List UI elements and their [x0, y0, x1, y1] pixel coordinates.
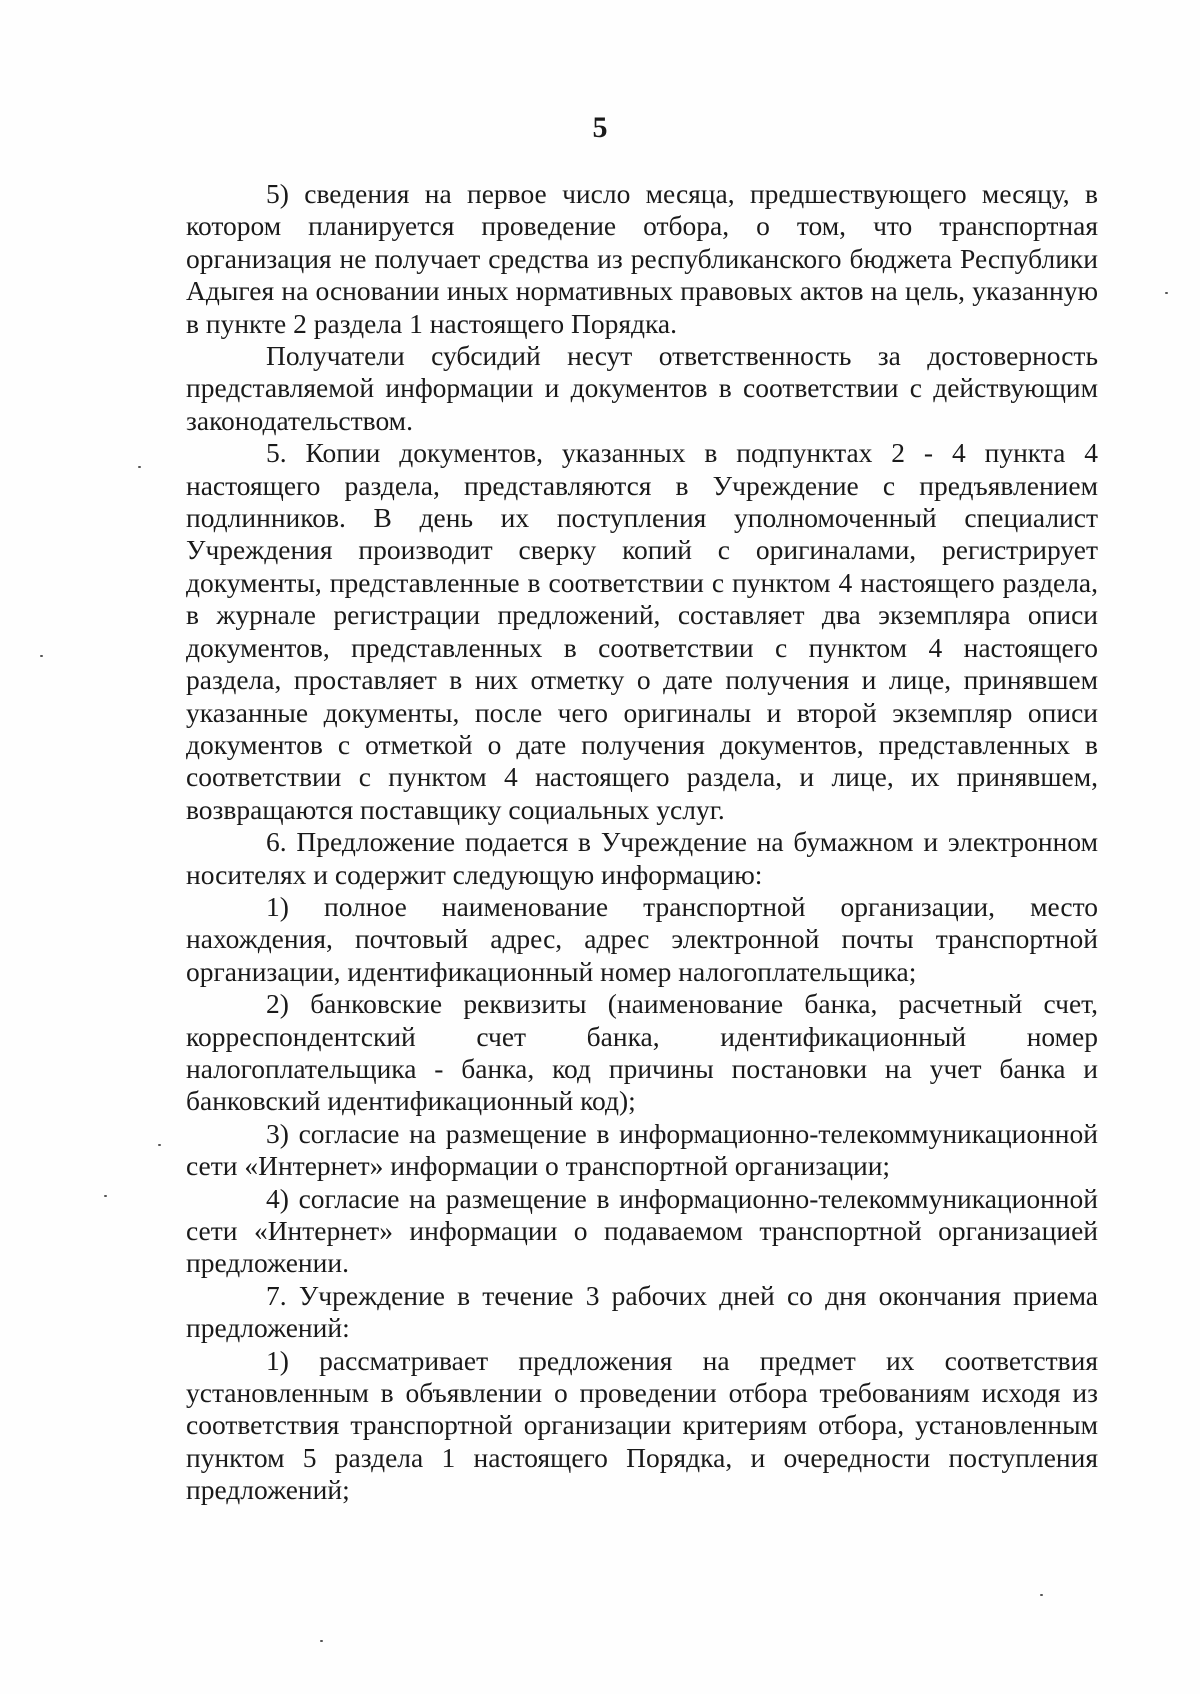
paragraph-item-1-review: 1) рассматривает предложения на предмет их соответствия установленным в объявлении о проведении отбора требованиям исходя из соответствия транспортной организации критериям отбора, установленным пунктом 5 раздела 1 настоящего Порядка, и очередности поступления предложений; — [186, 1344, 1098, 1506]
scan-speck — [158, 1144, 161, 1146]
paragraph-item-4-consent: 4) согласие на размещение в информационно-телекоммуникационной сети «Интернет» информации о подаваемом транспортной организацией предложении. — [186, 1182, 1098, 1279]
paragraph-section-5: 5. Копии документов, указанных в подпунктах 2 - 4 пункта 4 настоящего раздела, представляются в Учреждение с предъявлением подлинников. В день их поступления уполномоченный специалист Учреждения производит сверку копий с оригиналами, регистрирует документы, представленные в соответствии с пунктом 4 настоящего раздела, в журнале регистрации предложений, составляет два экземпляра описи документов, представленных в соответствии с пунктом 4 настоящего раздела, проставляет в них отметку о дате получения и лице, принявшем указанные документы, после чего оригиналы и второй экземпляр описи документов с отметкой о дате получения документов, представленных в соответствии с пунктом 4 настоящего раздела, и лице, их принявшем, возвращаются поставщику социальных услуг. — [186, 437, 1098, 825]
scan-speck — [1040, 1594, 1043, 1596]
scan-speck — [320, 1640, 323, 1642]
paragraph-section-7: 7. Учреждение в течение 3 рабочих дней со дня окончания приема предложений: — [186, 1279, 1098, 1344]
paragraph-item-5-info: 5) сведения на первое число месяца, предшествующего месяцу, в котором планируется проведение отбора, о том, что транспортная организация не получает средства из республиканского бюджета Республики Адыгея на основании иных нормативных правовых актов на цель, указанную в пункте 2 раздела 1 настоящего Порядка. — [186, 178, 1098, 339]
paragraph-section-6: 6. Предложение подается в Учреждение на бумажном и электронном носителях и содержит следующую информацию: — [186, 826, 1098, 890]
scan-speck — [138, 466, 141, 468]
scan-speck — [40, 655, 43, 657]
page-number: 5 — [592, 111, 608, 144]
document-body — [186, 178, 1098, 1507]
scan-speck — [1165, 292, 1168, 294]
paragraph-item-2-bank: 2) банковские реквизиты (наименование банка, расчетный счет, корреспондентский счет банка, идентификационный номер налогоплательщика - банка, код причины постановки на учет банка и банковский идентификационный код); — [186, 988, 1098, 1117]
paragraph-item-3-consent: 3) согласие на размещение в информационно-телекоммуникационной сети «Интернет» информации о транспортной организации; — [186, 1117, 1098, 1182]
scan-speck — [104, 1195, 107, 1197]
paragraph-item-1-name: 1) полное наименование транспортной организации, место нахождения, почтовый адрес, адрес электронной почты транспортной организации, идентификационный номер налогоплательщика; — [186, 890, 1098, 987]
paragraph-responsibility: Получатели субсидий несут ответственность за достоверность представляемой информации и документов в соответствии с действующим законодательством. — [186, 340, 1098, 436]
